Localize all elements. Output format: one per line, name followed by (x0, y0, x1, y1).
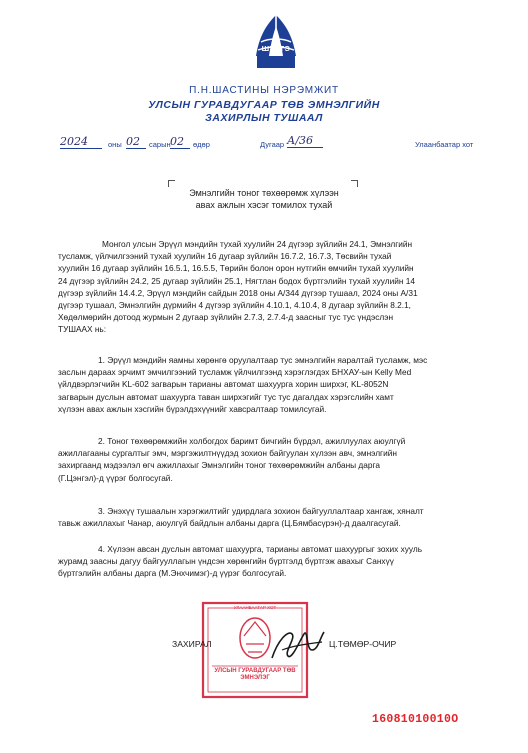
text-line: дүгээр тушаал, Эмнэлгийн дүрмийн 4 дүгээр зүйлийн 4.10.1, 4.10.4, 8 дугаар зүйлийн 8.2.1, (58, 300, 411, 311)
order-item-4 (58, 543, 503, 580)
text-line: журамд заасны дагуу байгууллагын үндсэн хөрөнгийн бүртгэлд бүртгэж авахыг Санхүү (58, 556, 394, 567)
order-number-label: Дугаар (260, 140, 285, 149)
hospital-logo-icon (247, 12, 305, 70)
text-line: ажиллагааны сургалтыг эмч, мэргэжилтнүүдэд зохион байгуулан хүлээн авч, эмнэлгийн (58, 448, 397, 459)
preamble-paragraph (58, 238, 503, 336)
handwritten-signature (262, 620, 332, 670)
text-line: хуулийн 16 дугаар зүйлийн 16.5.1, 16.5.5, Төрийн болон орон нутгийн өмчийн тухай хуулийн (58, 263, 414, 274)
document-type: ЗАХИРЛЫН ТУШААЛ (205, 112, 323, 124)
stamp-text: УЛСЫН ГУРАВДУГААР ТӨВ ЭМНЭЛЭГ (214, 668, 296, 681)
text-line: загварын дуслын автомат шахуурга таван ширхэгийг тус тус дагалдах хэрэгслийн хамт (58, 391, 394, 402)
text-line: захиргаанд мэдээлэл өгч ажиллахыг Эмнэлгийн тоног төхөөрөмжийн албаны дарга (58, 460, 380, 471)
date-month: 02 (126, 135, 146, 149)
text-line: тавьж ажиллахыг Чанар, аюулгүй байдлын албаны дарга (Ц.Бямбасүрэн)-д даалгасугай. (58, 518, 401, 529)
date-year-label: оны (108, 140, 122, 149)
text-line: заслын дараах эрчимт эмчилгээний тусламж үйлчилгээнд хэрэглэгдэх БНХАУ-ын Kelly Med (58, 367, 412, 378)
text-line: Монгол улсын Эрүүл мэндийн тухай хуулийн 24 дүгээр зүйлийн 24.1, Эмнэлгийн (102, 239, 413, 249)
text-line: хүлээн авах ажлын хэсгийн бүрэлдэхүүнийг хавсралтаар томилсугай. (58, 403, 327, 414)
text-line: (Г.Цэнгэл)-д үүрэг болгосугай. (58, 472, 173, 483)
text-line: 3. Энэхүү тушаалын хэрэгжилтийг удирдлага зохион байгууллалтаар хангаж, хяналт (98, 506, 424, 516)
stamp-city: УЛААНБААТАР ХОТ (233, 605, 277, 610)
date-year: 2024 (60, 135, 102, 149)
org-name-line1: П.Н.ШАСТИНЫ НЭРЭМЖИТ (189, 85, 339, 96)
org-name-line2: УЛСЫН ГУРАВДУГААР ТӨВ ЭМНЭЛГИЙН (148, 99, 380, 111)
date-day-label: өдөр (193, 140, 210, 149)
date-day: 02 (170, 135, 190, 149)
date-month-label: сарын (149, 140, 171, 149)
date-line (60, 134, 500, 153)
text-line: 1. Эрүүл мэндийн яамны хөрөнгө оруулалтаар тус эмнэлгийн яаралтай тусламж, мэс (98, 355, 428, 365)
text-line: 24 дүгээр зүйлийн 24.2, 25 дугаар зүйлийн 25.1, Нягтлан бодох бүртгэлийн тухай хуулийн 14 (58, 275, 415, 286)
order-item-3 (58, 505, 503, 529)
document-title-line2: авах ажлын хэсэг томилох тухай (195, 200, 333, 210)
text-line: 4. Хүлээн авсан дуслын автомат шахуурга, тарианы автомат шахуургыг зохих хууль (98, 544, 423, 554)
text-line: бүртгэлийн албаны дарга (М.Энхчимэг)-д үүрэг болгосугай. (58, 568, 287, 579)
text-line: тусламж, үйлчилгээний тухай хуулийн 16 дугаар зүйлийн 16.7.2, 16.7.3, Төсвийн тухай (58, 251, 392, 262)
document-serial-number: 16081010010O (372, 713, 459, 726)
text-line: 2. Тоног төхөөрөмжийн холбогдох баримт бичгийн бүрдэл, ажиллуулах аюулгүй (98, 436, 406, 446)
signatory-name: Ц.ТӨМӨР-ОЧИР (329, 639, 397, 649)
text-line: ТУШААХ нь: (58, 324, 107, 335)
order-item-1 (58, 354, 503, 415)
document-title-line1: Эмнэлгийн тоног төхөөрөмж хүлээн (189, 188, 339, 198)
text-line: үйлдвэрлэгчийн KL-602 загварын тарианы автомат шахуурга хорин ширхэг, KL-8052N (58, 379, 389, 390)
signatory-title: ЗАХИРАЛ (172, 639, 212, 649)
city-label: Улаанбаатар хот (415, 140, 474, 149)
order-number: А/36 (287, 134, 323, 148)
text-line: Хөдөлмөрийн дотоод журмын 2 дугаар зүйлийн 2.7.3, 2.7.4-д заасныг тус тус үндэслэн (58, 312, 394, 323)
text-line: дүгээр зүйлийн 14.4.2, Эрүүл мэндийн сайдын 2018 оны А/344 дүгээр тушаал, 2024 оны А/31 (58, 287, 418, 298)
logo-wordmark: ШУГТЭ (261, 44, 291, 53)
order-item-2 (58, 435, 503, 484)
